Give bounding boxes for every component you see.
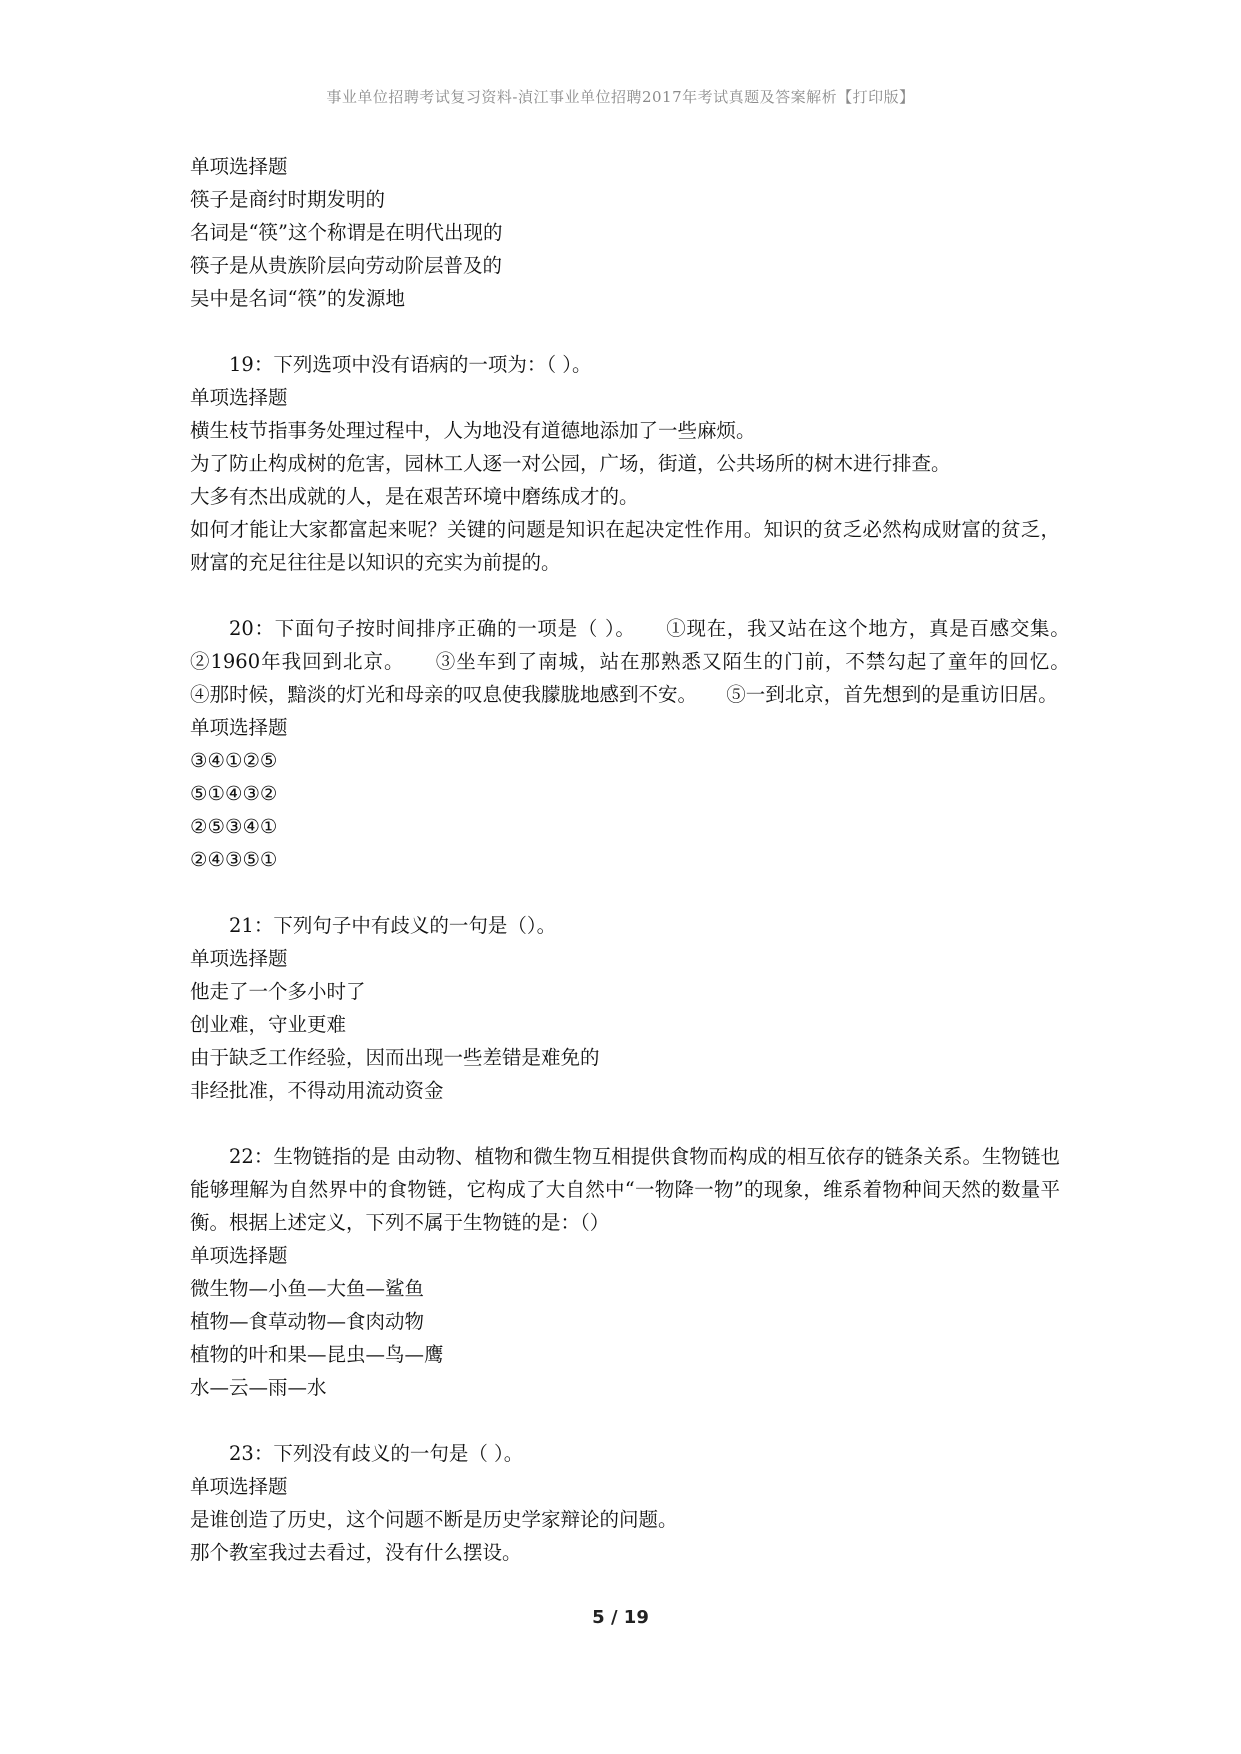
page-number: 5 / 19: [592, 1607, 649, 1628]
spacer: [190, 1404, 1060, 1437]
spacer: [190, 1107, 1060, 1140]
question-18-tail: [190, 150, 1060, 315]
option-b: 创业难，守业更难: [190, 1013, 347, 1036]
option-c: 筷子是从贵族阶层向劳动阶层普及的: [190, 254, 503, 277]
option-d: 水—云—雨—水: [190, 1376, 327, 1399]
option-c: 大多有杰出成就的人，是在艰苦环境中磨练成才的。: [190, 485, 639, 508]
option-b: ⑤①④③②: [190, 782, 278, 805]
option-a: ③④①②⑤: [190, 749, 278, 772]
option-a: 他走了一个多小时了: [190, 980, 366, 1003]
option-d: 如何才能让大家都富起来呢？关键的问题是知识在起决定性作用。知识的贫乏必然构成财富的贫乏，财富的充足往往是以知识的充实为前提的。: [190, 518, 1060, 574]
option-a: 筷子是商纣时期发明的: [190, 188, 386, 211]
option-d: 吴中是名词“筷”的发源地: [190, 287, 405, 310]
option-a: 微生物—小鱼—大鱼—鲨鱼: [190, 1277, 425, 1300]
question-type: 单项选择题: [190, 947, 288, 970]
option-b: 那个教室我过去看过，没有什么摆设。: [190, 1541, 522, 1564]
option-d: ②④③⑤①: [190, 848, 278, 871]
question-19: [190, 348, 1060, 579]
option-c: 由于缺乏工作经验，因而出现一些差错是难免的: [190, 1046, 600, 1069]
question-21: [190, 909, 1060, 1107]
option-c: ②⑤③④①: [190, 815, 278, 838]
question-type: 单项选择题: [190, 1244, 288, 1267]
question-stem: 22：生物链指的是 由动物、植物和微生物互相提供食物而构成的相互依存的链条关系。生物链也能够理解为自然界中的食物链，它构成了大自然中“一物降一物”的现象，维系着物种间天然的数量平衡。根据上述定义，下列不属于生物链的是：（）: [190, 1145, 1060, 1234]
question-type: 单项选择题: [190, 1475, 288, 1498]
question-22: [190, 1140, 1060, 1404]
question-20: [190, 612, 1100, 876]
option-d: 非经批准，不得动用流动资金: [190, 1079, 444, 1102]
option-c: 植物的叶和果—昆虫—鸟—鹰: [190, 1343, 444, 1366]
spacer: [190, 876, 1060, 909]
question-stem: 21：下列句子中有歧义的一句是（）。: [229, 914, 557, 937]
question-stem: 19：下列选项中没有语病的一项为：（ ）。: [229, 353, 592, 376]
option-a: 横生枝节指事务处理过程中，人为地没有道德地添加了一些麻烦。: [190, 419, 756, 442]
question-stem: 23：下列没有歧义的一句是（ ）。: [229, 1442, 524, 1465]
question-type: 单项选择题: [190, 386, 288, 409]
option-b: 名词是“筷”这个称谓是在明代出现的: [190, 221, 503, 244]
spacer: [190, 579, 1060, 612]
spacer: [190, 315, 1060, 348]
question-type: 单项选择题: [190, 155, 288, 178]
question-23: [190, 1437, 1060, 1569]
option-b: 为了防止构成树的危害，园林工人逐一对公园，广场，街道，公共场所的树木进行排查。: [190, 452, 951, 475]
option-a: 是谁创造了历史，这个问题不断是历史学家辩论的问题。: [190, 1508, 678, 1531]
page-content: [190, 150, 1100, 1569]
question-stem: 20：下面句子按时间排序正确的一项是（ ）。 ①现在，我又站在这个地方，真是百感交集。 ②1960年我回到北京。 ③坐车到了南城，站在那熟悉又陌生的门前，不禁勾起了童年的回忆。 ④那时候，黯淡的灯光和母亲的叹息使我朦胧地感到不安。 ⑤一到北京，首先想到的是重访旧居。: [190, 617, 1100, 706]
running-header: 事业单位招聘考试复习资料-湞江事业单位招聘2017年考试真题及答案解析【打印版】: [326, 88, 915, 106]
option-b: 植物—食草动物—食肉动物: [190, 1310, 425, 1333]
question-type: 单项选择题: [190, 716, 288, 739]
